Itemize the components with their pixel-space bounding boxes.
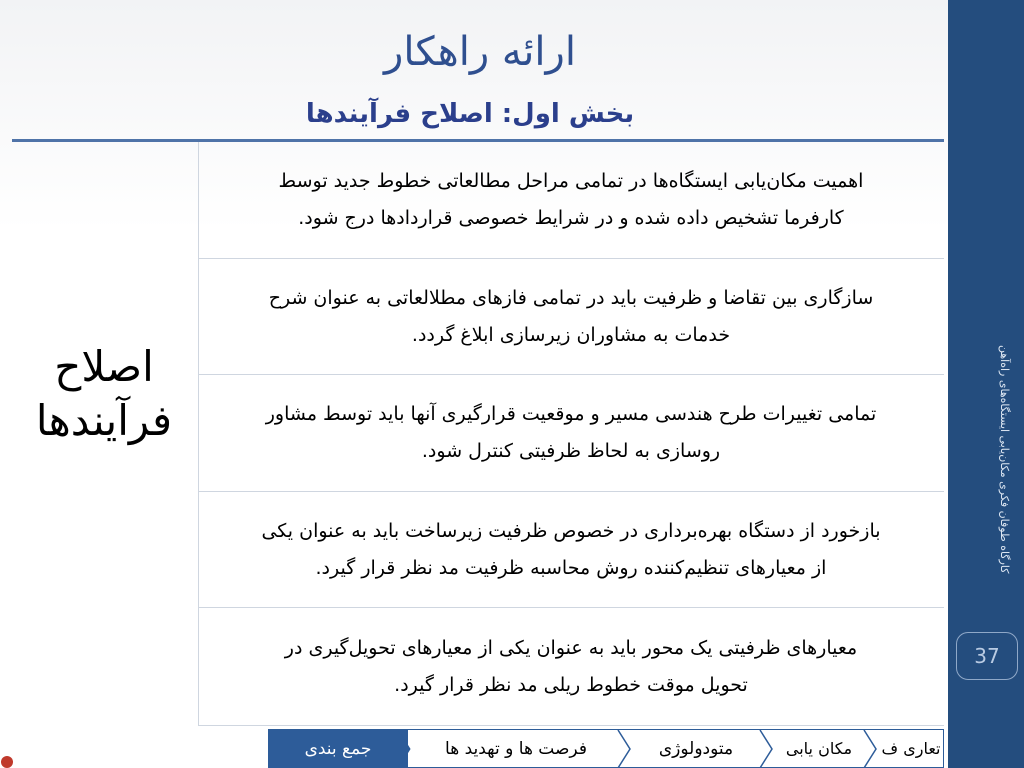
table-row bbox=[198, 608, 944, 726]
row-text-line1: اهمیت مکان‌یابی ایستگاه‌ها در تمامی مراحل مطالعاتی خطوط جدید توسط bbox=[278, 170, 864, 192]
workshop-title: کارگاه طوفان فکری مکان‌یابی ایستگاه‌های راه‌آهن bbox=[998, 345, 1011, 574]
nav-chevron-icon bbox=[756, 730, 776, 768]
nav-chevron-icon bbox=[860, 730, 880, 768]
nav-tab-definitions[interactable]: تعاری ف bbox=[880, 730, 942, 768]
row-text-line2: روسازی به لحاظ ظرفیتی کنترل شود. bbox=[421, 440, 721, 462]
section-nav bbox=[268, 730, 944, 768]
table-row bbox=[198, 259, 944, 375]
logo-icon bbox=[1, 756, 13, 768]
nav-tab-swot[interactable]: فرصت ها و تهدید ها bbox=[416, 730, 616, 768]
slide-subtitle: بخش اول: اصلاح فرآیندها bbox=[305, 99, 635, 129]
nav-chevron-icon bbox=[614, 730, 634, 768]
nav-chevron-icon bbox=[398, 730, 418, 768]
category-label-line2: فرآیندها bbox=[35, 396, 173, 445]
table-row bbox=[198, 492, 944, 608]
row-text-line1: تمامی تغییرات طرح هندسی مسیر و موقعیت قرارگیری آنها باید توسط مشاور bbox=[265, 403, 877, 425]
row-text-line1: سازگاری بین تقاضا و ظرفیت باید در تمامی فازهای مطلالعاتی به عنوان شرح bbox=[268, 286, 874, 309]
row-text-line1: بازخورد از دستگاه بهره‌برداری در خصوص ظرفیت زیرساخت باید به عنوان یکی bbox=[261, 519, 881, 542]
nav-tab-methodology[interactable]: متودولوژی bbox=[634, 730, 758, 768]
row-text-line2: تحویل موقت خطوط ریلی مد نظر قرار گیرد. bbox=[394, 673, 748, 696]
row-text-line2: خدمات به مشاوران زیرسازی ابلاغ گردد. bbox=[411, 323, 731, 346]
page-number-badge: 37 bbox=[956, 632, 1018, 680]
table-row bbox=[198, 375, 944, 492]
nav-tab-summary[interactable]: جمع بندی bbox=[268, 730, 408, 768]
nav-tab-location[interactable]: مکان یابی bbox=[776, 730, 862, 768]
category-label-line1: اصلاح bbox=[54, 342, 154, 391]
table-row bbox=[198, 142, 944, 259]
row-text-line2: از معیارهای تنظیم‌کننده روش محاسبه ظرفیت مد نظر قرار گیرد. bbox=[315, 556, 827, 579]
slide-title: ارائه راهکار bbox=[384, 29, 576, 75]
category-label bbox=[14, 340, 194, 448]
row-text-line1: معیارهای ظرفیتی یک محور باید به عنوان یکی از معیارهای تحویل‌گیری در bbox=[284, 636, 858, 659]
row-text-line2: کارفرما تشخیص داده شده و در شرایط خصوصی قراردادها درج شود. bbox=[298, 207, 844, 229]
